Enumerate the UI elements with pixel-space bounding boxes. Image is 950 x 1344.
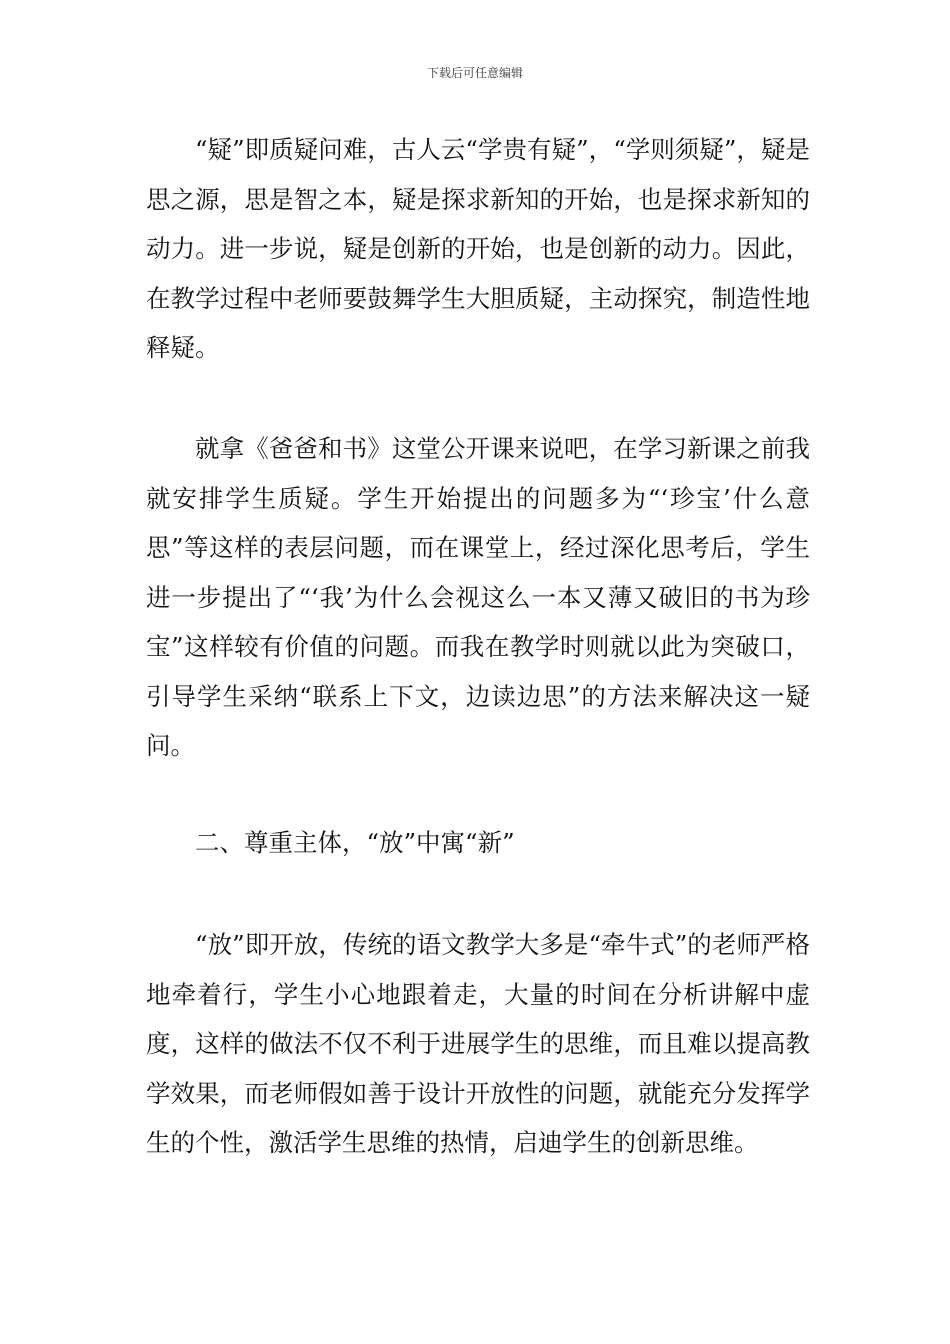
paragraph-openness: “放”即开放，传统的语文教学大多是“牵牛式”的老师严格地牵着行，学生小心地跟着走，大量的时间在分析讲解中虚度，这样的做法不仅不利于进展学生的思维，而且难以提高教学效果，而老师假如善于设计开放性的问题，就能充分发挥学生的个性，激活学生思维的热情，启迪学生的创新思维。 <box>146 930 810 1157</box>
paragraph-example-lesson: 就拿《爸爸和书》这堂公开课来说吧，在学习新课之前我就安排学生质疑。学生开始提出的问题多为“‘珍宝’什么意思”等这样的表层问题，而在课堂上，经过深化思考后，学生进一步提出了“‘我’为什么会视这么一本又薄又破旧的书为珍宝”这样较有价值的问题。而我在教学时则就以此为突破口，引导学生采纳“联系上下文，边读边思”的方法来解决这一疑问。 <box>146 434 810 760</box>
paragraph-questioning: “疑”即质疑问难，古人云“学贵有疑”，“学则须疑”，疑是思之源，思是智之本，疑是探求新知的开始，也是探求新知的动力。进一步说，疑是创新的开始，也是创新的动力。因此，在教学过程中老师要鼓舞学生大胆质疑，主动探究，制造性地释疑。 <box>146 135 810 362</box>
page-header-note: 下载后可任意编辑 <box>426 66 523 80</box>
section-heading-respect-subject: 二、尊重主体，“放”中寓“新” <box>195 828 515 857</box>
